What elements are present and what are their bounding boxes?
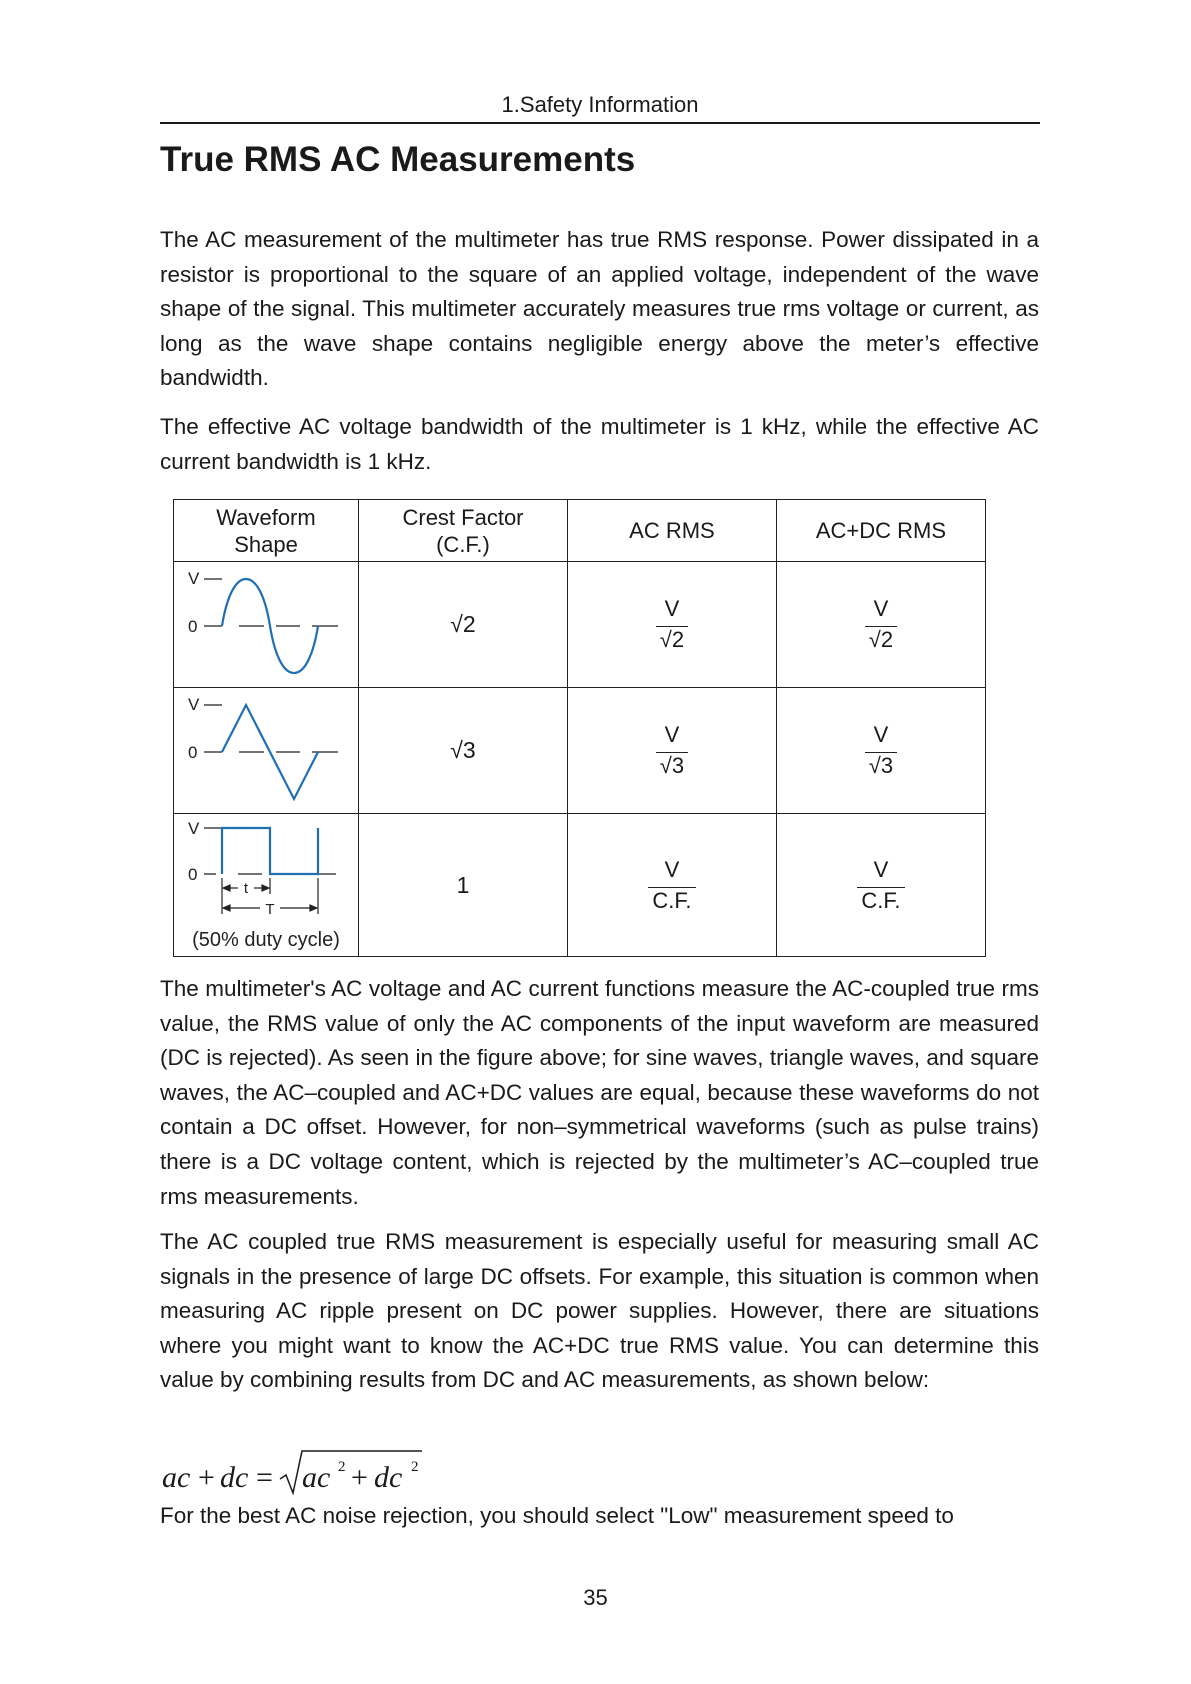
formula-rad-dc: dc (374, 1461, 403, 1494)
square-acdc-rms (776, 814, 985, 957)
acdc-formula (160, 1443, 460, 1501)
formula-plus: + (198, 1461, 215, 1494)
table-row (174, 688, 986, 814)
header-waveform-shape (174, 500, 359, 562)
sine-crest-factor (359, 562, 568, 688)
fraction-numerator: V (664, 596, 680, 621)
header-acdc-rms: AC+DC RMS (776, 500, 985, 562)
formula-lhs-dc: dc (220, 1461, 249, 1494)
triangle-wave-line (222, 705, 318, 799)
crest-factor-value: 1 (456, 871, 470, 898)
triangle-crest-factor (359, 688, 568, 814)
fraction-numerator: V (873, 856, 889, 882)
paragraph-ac-coupled: The multimeter's AC voltage and AC current functions measure the AC-coupled true rms value, the RMS value of only the AC components of the input waveform are measured (DC is rejected). As seen in the figure above; for sine waves, triangle waves, and square waves, the AC–coupled and AC+DC values are equal, because these waveforms do not contain a DC offset. However, for non–symmetrical waveforms (such as pulse trains) there is a DC voltage content, which is rejected by the multimeter’s AC–coupled true rms measurements. (160, 976, 1039, 1209)
formula-exp-ac: 2 (338, 1459, 346, 1475)
header-waveform-line2: Shape (234, 531, 298, 557)
axis-zero-label: 0 (188, 617, 198, 636)
triangle-acdc-rms (776, 688, 985, 814)
sine-acdc-rms (776, 562, 985, 688)
fraction-numerator: V (664, 856, 680, 882)
sine-waveform-cell (174, 562, 359, 688)
radical-sign: √ (659, 627, 672, 652)
sine-waveform-diagram (174, 562, 358, 687)
crest-factor-value: 2 (462, 611, 476, 637)
duty-cycle-caption: (50% duty cycle) (192, 929, 340, 951)
sine-wave-curve (222, 579, 318, 673)
square-waveform-diagram (174, 814, 358, 956)
header-crest-line1: Crest Factor (402, 504, 524, 530)
fraction-denominator: 2 (671, 627, 685, 652)
fraction-numerator: V (664, 722, 680, 747)
fraction-numerator: V (873, 596, 889, 621)
paragraph-bandwidth: The effective AC voltage bandwidth of the multimeter is 1 kHz, while the effective AC current bandwidth is 1 kHz. (160, 414, 1039, 474)
header-crest-factor (359, 500, 568, 562)
axis-zero-label: 0 (188, 865, 198, 884)
fraction-denominator: 2 (880, 627, 894, 652)
table-row (174, 814, 986, 957)
waveform-table (173, 499, 986, 957)
axis-v-label: V (188, 695, 200, 714)
formula-lhs-ac: ac (162, 1461, 191, 1494)
radical-sign: √ (450, 737, 463, 763)
page-title: True RMS AC Measurements (160, 140, 636, 179)
radical-sign: √ (450, 611, 463, 637)
square-ac-rms (568, 814, 777, 957)
axis-v-label: V (188, 819, 200, 838)
header-ac-rms: AC RMS (568, 500, 777, 562)
fraction-denominator: 3 (671, 753, 685, 778)
radical-sign: √ (868, 753, 881, 778)
pulse-width-label: t (243, 880, 249, 897)
header-rule (160, 122, 1040, 124)
table-row (174, 562, 986, 688)
triangle-waveform-diagram (174, 688, 358, 813)
header-crest-line2: (C.F.) (436, 531, 490, 557)
paragraph-true-rms-intro: The AC measurement of the multimeter has true RMS response. Power dissipated in a resistor is proportional to the square of an applied voltage, independent of the wave shape of the signal. This multimeter accurately measures true rms voltage or current, as long as the wave shape contains negligible energy above the meter’s effective bandwidth. (160, 227, 1039, 391)
period-label: T (265, 901, 275, 918)
radical-sign: √ (868, 627, 881, 652)
triangle-ac-rms (568, 688, 777, 814)
axis-v-label: V (188, 569, 200, 588)
square-waveform-cell (174, 814, 359, 957)
radical-sign: √ (659, 753, 672, 778)
sine-ac-rms (568, 562, 777, 688)
running-header: 1.Safety Information (501, 92, 699, 117)
formula-exp-dc: 2 (411, 1459, 419, 1475)
triangle-waveform-cell (174, 688, 359, 814)
fraction-numerator: V (873, 722, 889, 747)
fraction-denominator: C.F. (857, 887, 904, 914)
formula-rad-ac: ac (302, 1461, 331, 1494)
table-header-row (174, 500, 986, 562)
formula-equals: = (256, 1461, 273, 1494)
square-crest-factor (359, 814, 568, 957)
header-waveform-line1: Waveform (216, 504, 316, 530)
page-number: 35 (583, 1585, 608, 1610)
fraction-denominator: C.F. (648, 887, 695, 914)
axis-zero-label: 0 (188, 743, 198, 762)
paragraph-acdc-rms: The AC coupled true RMS measurement is especially useful for measuring small AC signals in the presence of large DC offsets. For example, this situation is common when measuring AC ripple present on DC power supplies. However, there are situations where you might want to know the AC+DC true RMS value. You can determine this value by combining results from DC and AC measurements, as shown below: (160, 1229, 1039, 1393)
crest-factor-value: 3 (462, 737, 476, 763)
formula-rad-plus: + (351, 1461, 368, 1494)
paragraph-noise-rejection: For the best AC noise rejection, you should select "Low" measurement speed to (160, 1503, 954, 1528)
square-wave-line (222, 828, 318, 874)
fraction-denominator: 3 (880, 753, 894, 778)
